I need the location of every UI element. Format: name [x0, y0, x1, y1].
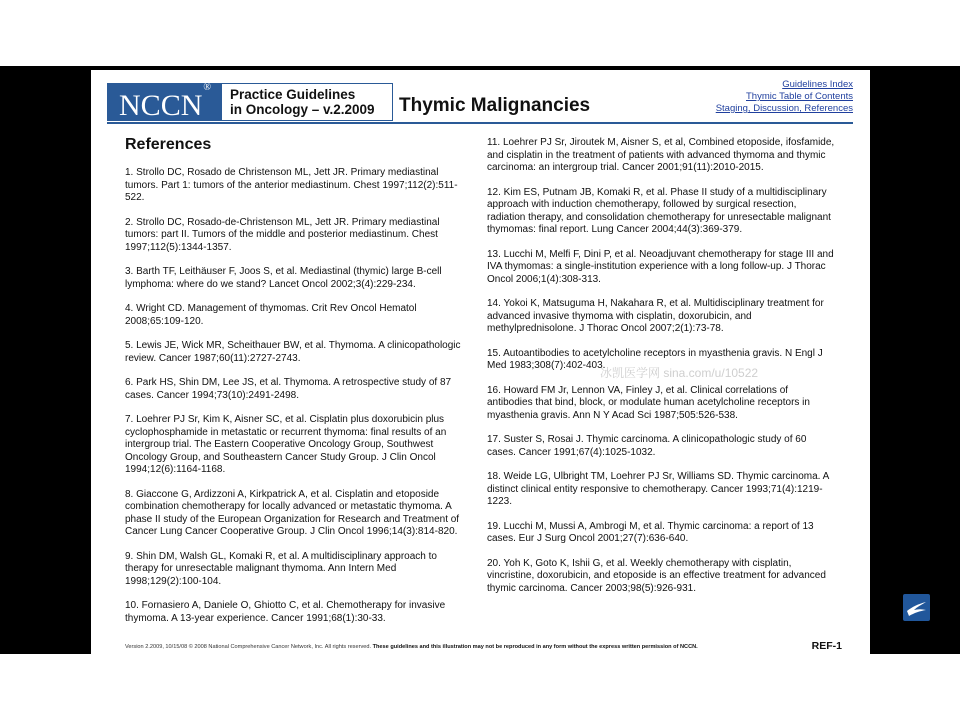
watermark-text: 冰凯医学网 sina.com/u/10522: [600, 366, 759, 380]
reference-item: 9. Shin DM, Walsh GL, Komaki R, et al. A multidisciplinary approach to therapy for unresectable malignant thymoma. Ann Intern Med 1998;129(2):100-104.: [125, 550, 437, 587]
link-table-of-contents[interactable]: Thymic Table of Contents: [745, 91, 853, 102]
reference-item: 16. Howard FM Jr, Lennon VA, Finley J, et al. Clinical correlations of antibodies that bind, block, or modulate human acetylcholine receptors in myasthenia gravis. Ann N Y Acad Sci 1987;505:526-538.: [487, 384, 810, 421]
reference-item: 18. Weide LG, Ulbright TM, Loehrer PJ Sr, Williams SD. Thymic carcinoma. A distinct clinical entity responsive to chemotherapy. Cancer 1993;71(4):1219-1223.: [487, 471, 829, 507]
reference-item: 15. Autoantibodies to acetylcholine receptors in myasthenia gravis. N Engl J Med 1983;308(7):402-403.: [487, 347, 823, 371]
reference-item: 10. Fornasiero A, Daniele O, Ghiotto C, et al. Chemotherapy for invasive thymoma. A 13-year experience. Cancer 1991;68(1):30-33.: [125, 600, 446, 624]
top-links: [716, 79, 853, 115]
header-divider: [107, 122, 853, 124]
reference-item: 2. Strollo DC, Rosado-de-Christenson ML, Jett JR. Primary mediastinal tumors: part II. Tumors of the middle and posterior mediastinum. Chest 1997;112(5):1344-1357.: [125, 216, 440, 253]
page-title: Thymic Malignancies: [399, 95, 591, 116]
reference-item: 5. Lewis JE, Wick MR, Scheithauer BW, et al. Thymoma. A clinicopathologic review. Cancer 1987;60(11):2727-2743.: [125, 340, 461, 364]
reference-item: 13. Lucchi M, Melfi F, Dini P, et al. Neoadjuvant chemotherapy for stage III and IVA thymomas: a single-institution experience with a long follow-up. J Thorac Oncol 2006;1(4):308-313.: [487, 248, 834, 285]
page-code: REF-1: [811, 640, 842, 652]
document-page: [91, 70, 870, 654]
link-staging-discussion-references[interactable]: Staging, Discussion, References: [715, 103, 853, 114]
reference-item: 12. Kim ES, Putnam JB, Komaki R, et al. Phase II study of a multidisciplinary approach with induction chemotherapy, followed by surgical resection, radiation therapy, and consolidation chemotherapy for unresectable malignant thymomas: final report. Lung Cancer 2004;44(3):369-379.: [487, 186, 831, 235]
reference-item: 4. Wright CD. Management of thymomas. Crit Rev Oncol Hematol 2008;65:109-120.: [125, 303, 417, 327]
guidelines-header-box: [107, 83, 393, 121]
nccn-logo: NCCN®: [108, 84, 222, 120]
reference-item: 11. Loehrer PJ Sr, Jiroutek M, Aisner S, et al, Combined etoposide, ifosfamide, and cisplatin in the treatment of patients with advanced thymoma and thymic carcinoma: an intergroup trial. Cancer 2001;91(11):2010-2015.: [487, 137, 835, 173]
link-guidelines-index[interactable]: Guidelines Index: [782, 79, 853, 90]
reference-item: 1. Strollo DC, Rosado de Christenson ML, Jett JR. Primary mediastinal tumors. Part 1: tumors of the anterior mediastinum. Chest 1997;112(2):511-522.: [125, 167, 458, 203]
references-heading: References: [125, 136, 212, 153]
reference-item: 20. Yoh K, Goto K, Ishii G, et al. Weekly chemotherapy with cisplatin, vincristine, doxorubicin, and etoposide is an effective treatment for advanced thymic carcinoma. Cancer 2003;98(5):926-931.: [487, 557, 826, 594]
reference-item: 3. Barth TF, Leithäuser F, Joos S, et al. Mediastinal (thymic) large B-cell lymphoma: where do we stand? Lancet Oncol 2002;3(4):229-234.: [125, 266, 442, 290]
reference-item: 6. Park HS, Shin DM, Lee JS, et al. Thymoma. A retrospective study of 87 cases. Cancer 1994;73(10):2491-2498.: [125, 377, 452, 401]
reference-item: 19. Lucchi M, Mussi A, Ambrogi M, et al. Thymic carcinoma: a report of 13 cases. Eur J Surg Oncol 2001;27(7):636-640.: [487, 520, 814, 544]
references-left-column: [125, 167, 473, 637]
reference-item: 7. Loehrer PJ Sr, Kim K, Aisner SC, et al. Cisplatin plus doxorubicin plus cyclophosphamide in metastatic or recurrent thymoma: final results of an intergroup trial. The Eastern Cooperative Oncology Group, Southwest Oncology Group, and Southeastern Cancer Study Group. J Clin Oncol 1994;12(6):1164-1168.: [125, 414, 447, 475]
reference-item: 17. Suster S, Rosai J. Thymic carcinoma. A clinicopathologic study of 60 cases. Cancer 1991;67(4):1025-1032.: [487, 434, 807, 458]
reference-item: 14. Yokoi K, Matsuguma H, Nakahara R, et al. Multidisciplinary treatment for advanced invasive thymoma with cisplatin, doxorubicin, and methylprednisolone. J Thorac Oncol 2007;2(1):73-78.: [487, 298, 824, 334]
bird-logo-icon: [903, 594, 930, 621]
footer-copyright: Version 2.2009, 10/15/08 © 2008 National Comprehensive Cancer Network, Inc. All rights reserved. These guidelines and this illustration may not be reproduced in any form without the express written permission of NCCN.: [125, 644, 698, 650]
reference-item: 8. Giaccone G, Ardizzoni A, Kirkpatrick A, et al. Cisplatin and etoposide combination chemotherapy for locally advanced or metastatic thymoma. A phase II study of the European Organization for Research and Treatment of Cancer Lung Cancer Cooperative Group. J Clin Oncol 1996;14(3):814-820.: [125, 488, 460, 537]
guidelines-version: Practice Guidelines in Oncology – v.2.2009: [230, 87, 375, 117]
